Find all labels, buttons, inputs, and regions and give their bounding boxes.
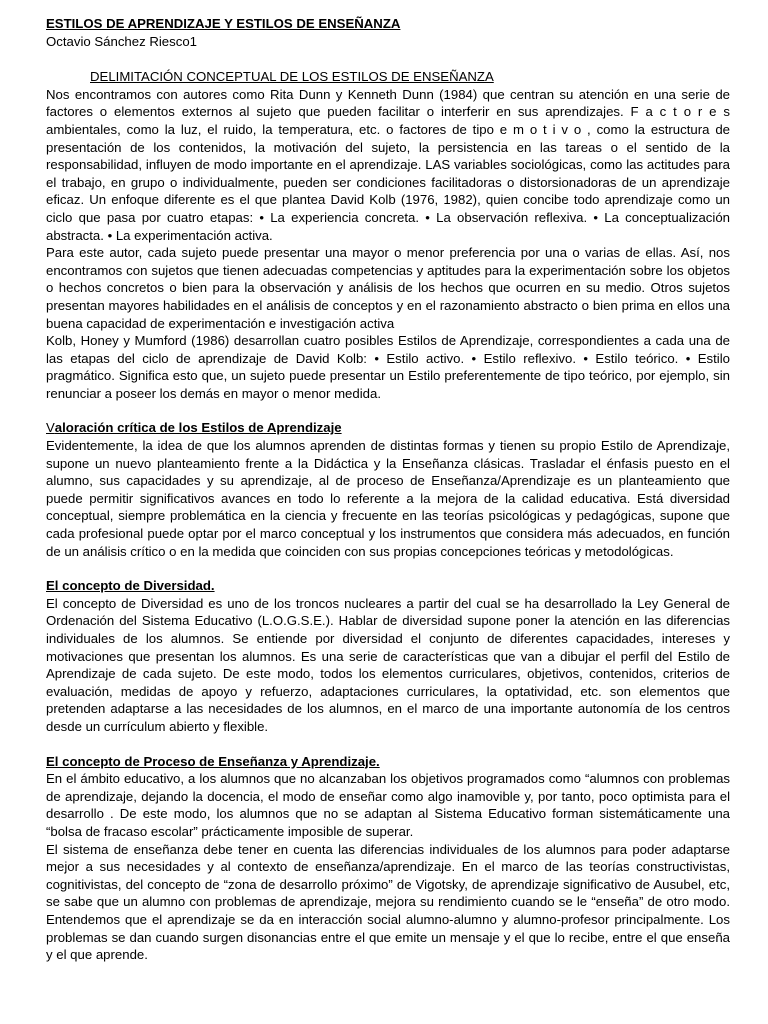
section-heading-valoracion	[46, 419, 730, 437]
body-paragraph: El sistema de enseñanza debe tener en cuenta las diferencias individuales de los alumnos para poder adaptarse mejor a sus necesidades y al contexto de enseñanza/aprendizaje. En el marco de las teorías constructivistas, cognitivistas, del concepto de “zona de desarrollo próximo” de Vigotsky, de aprendizaje significativo de Ausubel, etc, se sabe que un alumno con problemas de aprendizaje, mejora su rendimiento cuando se le “enseña” de otro modo. Entendemos que el aprendizaje se da en interacción social alumno-alumno y alumno-profesor principalmente. Los problemas se dan cuando surgen disonancias entre el que emite un mensaje y el que lo recibe, entre el que enseña y el que aprende.	[46, 841, 730, 963]
body-paragraph: Evidentemente, la idea de que los alumnos aprenden de distintas formas y tienen su propio Estilo de Aprendizaje, supone un nuevo planteamiento frente a la Didáctica y la Enseñanza clásicas. Trasladar el énfasis puesto en el alumno, sus capacidades y su aprendizaje, al de proceso de Enseñanza/Aprendizaje es un planteamiento que puede permitir significativos avances en todo lo referente a la mejora de la calidad educativa. Está diversidad conceptual, siempre problemática en la ciencia y frecuente en las teorías psicológicas y pedagógicas, supone que cada profesional puede optar por el marco conceptual y los instrumentos que considera más adecuados, en función de un análisis crítico o en la medida que coinciden con sus propias concepciones teóricas y metodológicas.	[46, 438, 730, 559]
section-heading-proceso	[46, 753, 730, 771]
section-heading-lead: V	[46, 420, 55, 436]
document-title: ESTILOS DE APRENDIZAJE Y ESTILOS DE ENSEÑANZA	[46, 16, 401, 31]
section-heading-text: El concepto de Diversidad.	[46, 578, 215, 594]
section-heading-diversidad	[46, 577, 730, 595]
body-paragraph: El concepto de Diversidad es uno de los troncos nucleares a partir del cual se ha desarrollado la Ley General de Ordenación del Sistema Educativo (L.O.G.S.E.). Hablar de diversidad supone poner la atención en las diferencias individuales de los alumnos. Se entiende por diversidad el conjunto de diferentes capacidades, intereses y motivaciones que presentan los alumnos. Es una serie de características que van a dibujar el perfil del Estilo de Aprendizaje de cada sujeto. De este modo, todos los elementos curriculares, objetivos, contenidos, criterios de evaluación, medidas de apoyo y refuerzo, adaptaciones curriculares, la optatividad, etc. son elementos que pretenden adaptarse a las necesidades de los alumnos, en el marco de una importante autonomía de los centros desde un currículum abierto y flexible.	[46, 595, 730, 734]
body-paragraph: En el ámbito educativo, a los alumnos que no alcanzaban los objetivos programados como “alumnos con problemas de aprendizaje, dejando la docencia, el modo de enseñar como algo inamovible y, por tanto, poco optimista para el desarrollo . De este modo, los alumnos que no se adaptan al Sistema Educativo forman sistemáticamente una “bolsa de fracaso escolar” prácticamente imposible de superar.	[46, 771, 730, 839]
document-subtitle: DELIMITACIÓN CONCEPTUAL DE LOS ESTILOS DE ENSEÑANZA	[90, 69, 494, 85]
document-author: Octavio Sánchez Riesco1	[46, 33, 197, 49]
section-heading-text: aloración crítica de los Estilos de Aprendizaje	[54, 420, 342, 436]
body-paragraph: Para este autor, cada sujeto puede presentar una mayor o menor preferencia por una o varias de ellas. Así, nos encontramos con sujetos que tienen adecuadas competencias y aptitudes para la experimentación sobre los objetos o hechos concretos o bien para la observación y análisis de los hechos que ocurren en su medio. Otros sujetos presentan mayores habilidades en el análisis de conceptos y en el razonamiento abstracto o bien prima en ellos una buena capacidad de experimentación e investigación activa	[46, 245, 730, 331]
body-paragraph: Kolb, Honey y Mumford (1986) desarrollan cuatro posibles Estilos de Aprendizaje, correspondientes a cada una de las etapas del ciclo de aprendizaje de David Kolb: • Estilo activo. • Estilo reflexivo. • Estilo teórico. • Estilo pragmático. Significa esto que, un sujeto puede presentar un Estilo preferentemente de tipo teórico, por ejemplo, sin renunciar a poseer los demás en mayor o menor medida.	[46, 333, 730, 401]
section-heading-text: El concepto de Proceso de Enseñanza y Aprendizaje.	[46, 753, 380, 769]
body-paragraph: Nos encontramos con autores como Rita Dunn y Kenneth Dunn (1984) que centran su atención en una serie de factores o elementos externos al sujeto que pueden facilitar o interferir en sus aprendizajes. F a c t o r e s ambientales, como la luz, el ruido, la temperatura, etc. o factores de tipo e m o t i v o , como la estructura de presentación de los contenidos, la motivación del sujeto, la persistencia en las tareas o el sentido de la responsabilidad, influyen de modo importante en el aprendizaje. LAS variables sociológicas, como las actitudes para el trabajo, en grupo o individualmente, pueden ser condiciones facilitadoras o distorsionadoras de un aprendizaje eficaz. Un enfoque diferente es el que plantea David Kolb (1976, 1982), quien concibe todo aprendizaje como un ciclo que pasa por cuatro etapas: • La experiencia concreta. • La observación reflexiva. • La conceptualización abstracta. • La experimentación activa.	[46, 86, 730, 243]
document-page	[46, 15, 730, 964]
